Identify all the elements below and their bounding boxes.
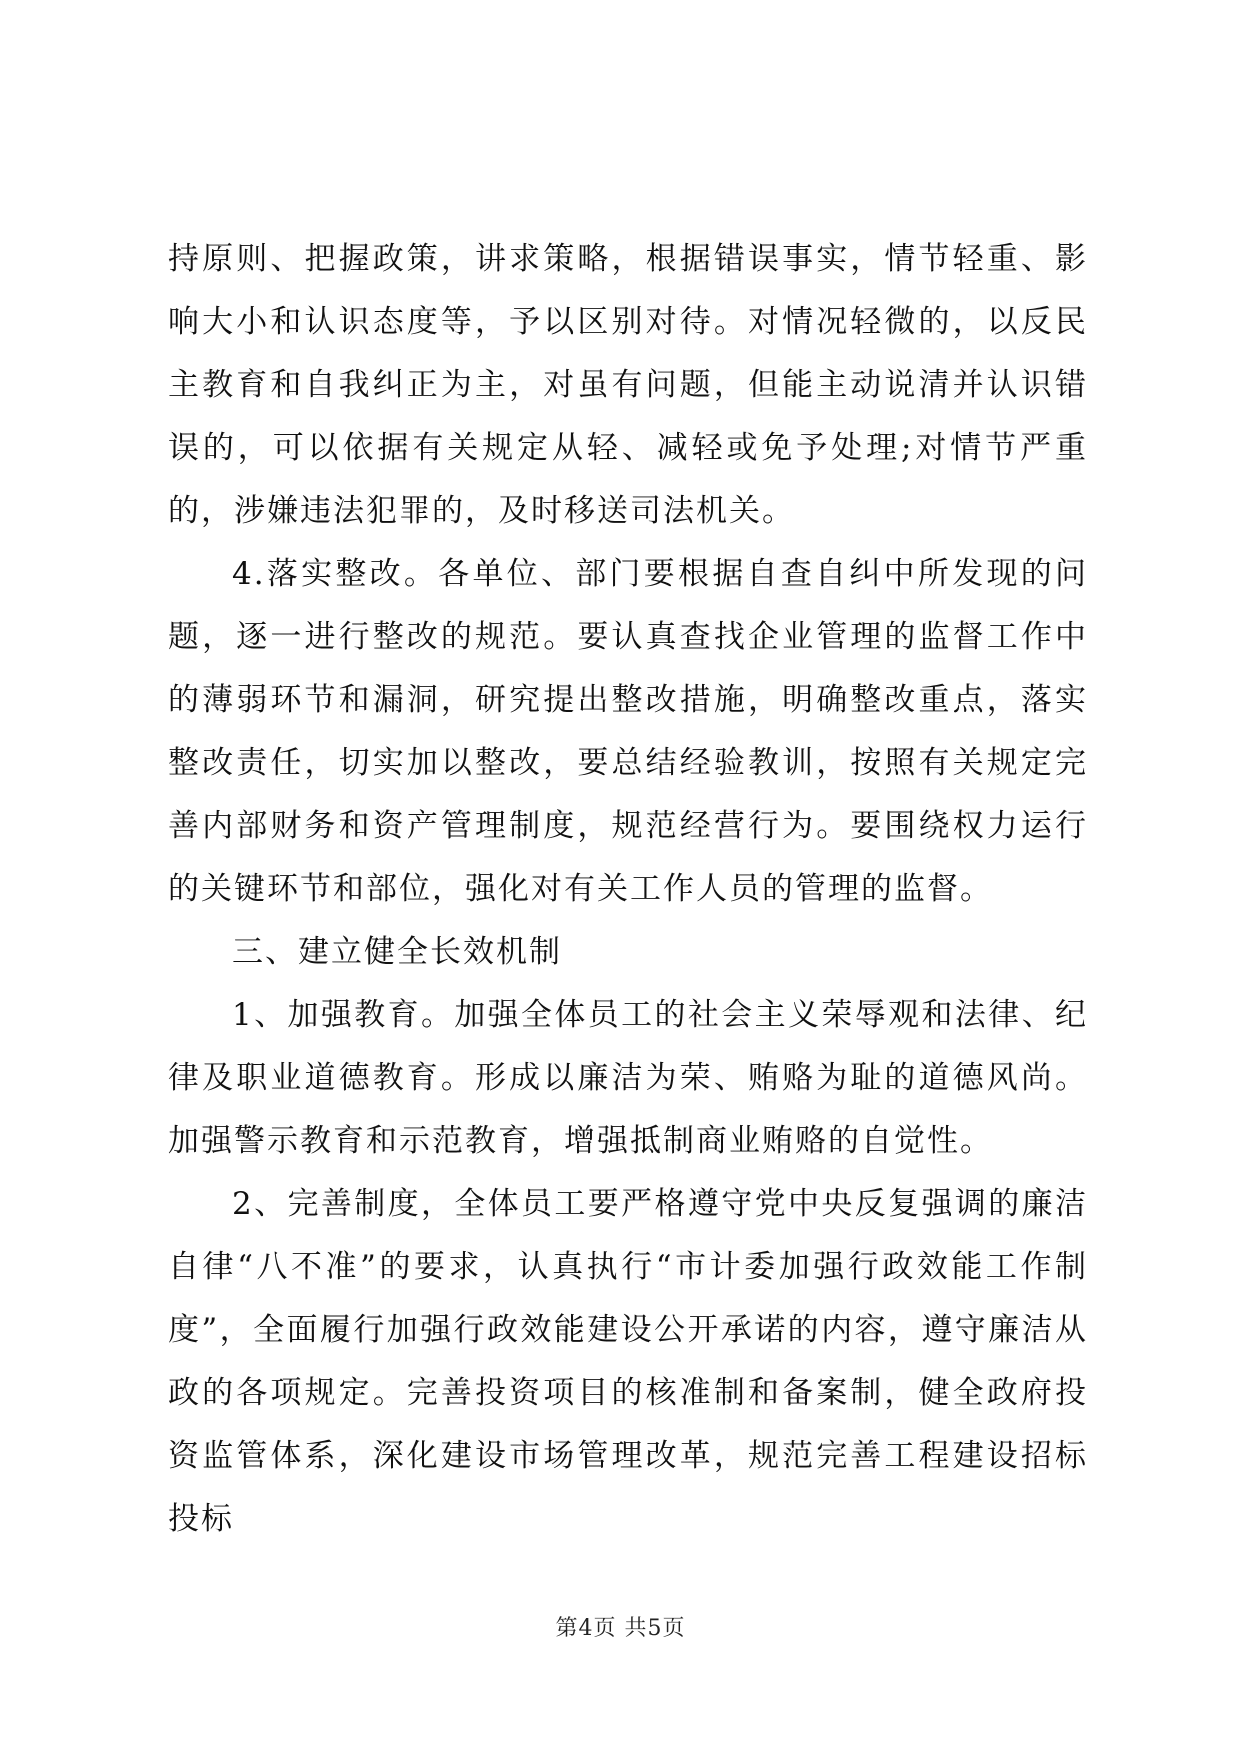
page-number-footer: 第4页 共5页 (555, 1616, 686, 1641)
paragraph-rectification: 4.落实整改。各单位、部门要根据自查自纠中所发现的问题，逐一进行整改的规范。要认真查找企业管理的监督工作中的薄弱环节和漏洞，研究提出整改措施，明确整改重点，落实整改责任，切实加以整改，要总结经验教训，按照有关规定完善内部财务和资产管理制度，规范经营行为。要围绕权力运行的关键环节和部位，强化对有关工作人员的管理的监督。 (168, 556, 1088, 907)
section-heading: 三、建立健全长效机制 (232, 934, 562, 970)
paragraph-system: 2、完善制度，全体员工要严格遵守党中央反复强调的廉洁自律“八不准”的要求，认真执行“市计委加强行政效能工作制度”，全面履行加强行政效能建设公开承诺的内容，遵守廉洁从政的各项规定。完善投资项目的核准制和备案制，健全政府投资监管体系，深化建设市场管理改革，规范完善工程建设招标投标 (168, 1186, 1088, 1537)
paragraph-education: 1、加强教育。加强全体员工的社会主义荣辱观和法律、纪律及职业道德教育。形成以廉洁为荣、贿赂为耻的道德风尚。加强警示教育和示范教育，增强抵制商业贿赂的自觉性。 (168, 997, 1088, 1159)
document-body (168, 228, 1088, 1551)
paragraph-continuation: 持原则、把握政策，讲求策略，根据错误事实，情节轻重、影响大小和认识态度等，予以区别对待。对情况轻微的，以反民主教育和自我纠正为主，对虽有问题，但能主动说清并认识错误的，可以依据有关规定从轻、减轻或免予处理;对情节严重的，涉嫌违法犯罪的，及时移送司法机关。 (168, 241, 1088, 529)
